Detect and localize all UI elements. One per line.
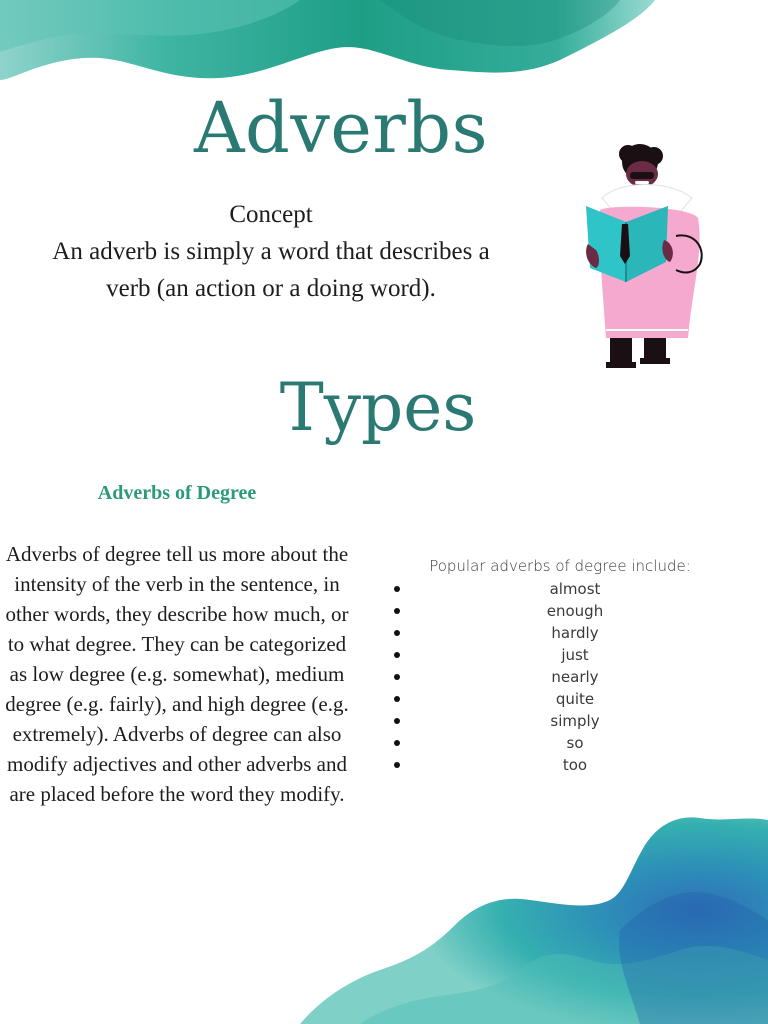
reading-person-illustration xyxy=(580,140,710,372)
concept-line-2: verb (an action or a doing word). xyxy=(106,275,436,302)
list-item: so xyxy=(380,732,740,754)
concept-line-1: An adverb is simply a word that describes a xyxy=(52,238,490,265)
list-item: hardly xyxy=(380,622,740,644)
bullet-icon xyxy=(394,652,400,658)
bullet-icon xyxy=(394,586,400,592)
list-item: almost xyxy=(380,578,740,600)
bullet-icon xyxy=(394,762,400,768)
bullet-icon xyxy=(394,630,400,636)
list-item: quite xyxy=(380,688,740,710)
bullet-icon xyxy=(394,718,400,724)
adverb-list xyxy=(380,578,740,776)
list-item: nearly xyxy=(380,666,740,688)
degree-examples-section xyxy=(380,554,740,776)
list-item: enough xyxy=(380,600,740,622)
bullet-icon xyxy=(394,740,400,746)
page-title: Adverbs xyxy=(193,87,489,169)
concept-section xyxy=(0,196,542,307)
watercolor-wash-bottom xyxy=(0,800,768,1024)
degree-subheading: Adverbs of Degree xyxy=(97,482,257,504)
list-item: just xyxy=(380,644,740,666)
bullet-icon xyxy=(394,674,400,680)
bullet-icon xyxy=(394,608,400,614)
list-intro: Popular adverbs of degree include: xyxy=(429,557,691,575)
watercolor-wash-top xyxy=(0,0,768,100)
concept-heading: Concept xyxy=(229,201,313,228)
list-item: simply xyxy=(380,710,740,732)
list-item: too xyxy=(380,754,740,776)
types-heading: Types xyxy=(279,369,477,446)
bullet-icon xyxy=(394,696,400,702)
degree-paragraph: Adverbs of degree tell us more about the intensity of the verb in the sentence, in other words, they describe how much, or to what degree. They can be categorized as low degree (e.g. somewhat), medium degree (e.g. fairly), and high degree (e.g. extremely). Adverbs of degree can also modify adjectives and other adverbs and are placed before the word they modify. xyxy=(5,542,349,806)
